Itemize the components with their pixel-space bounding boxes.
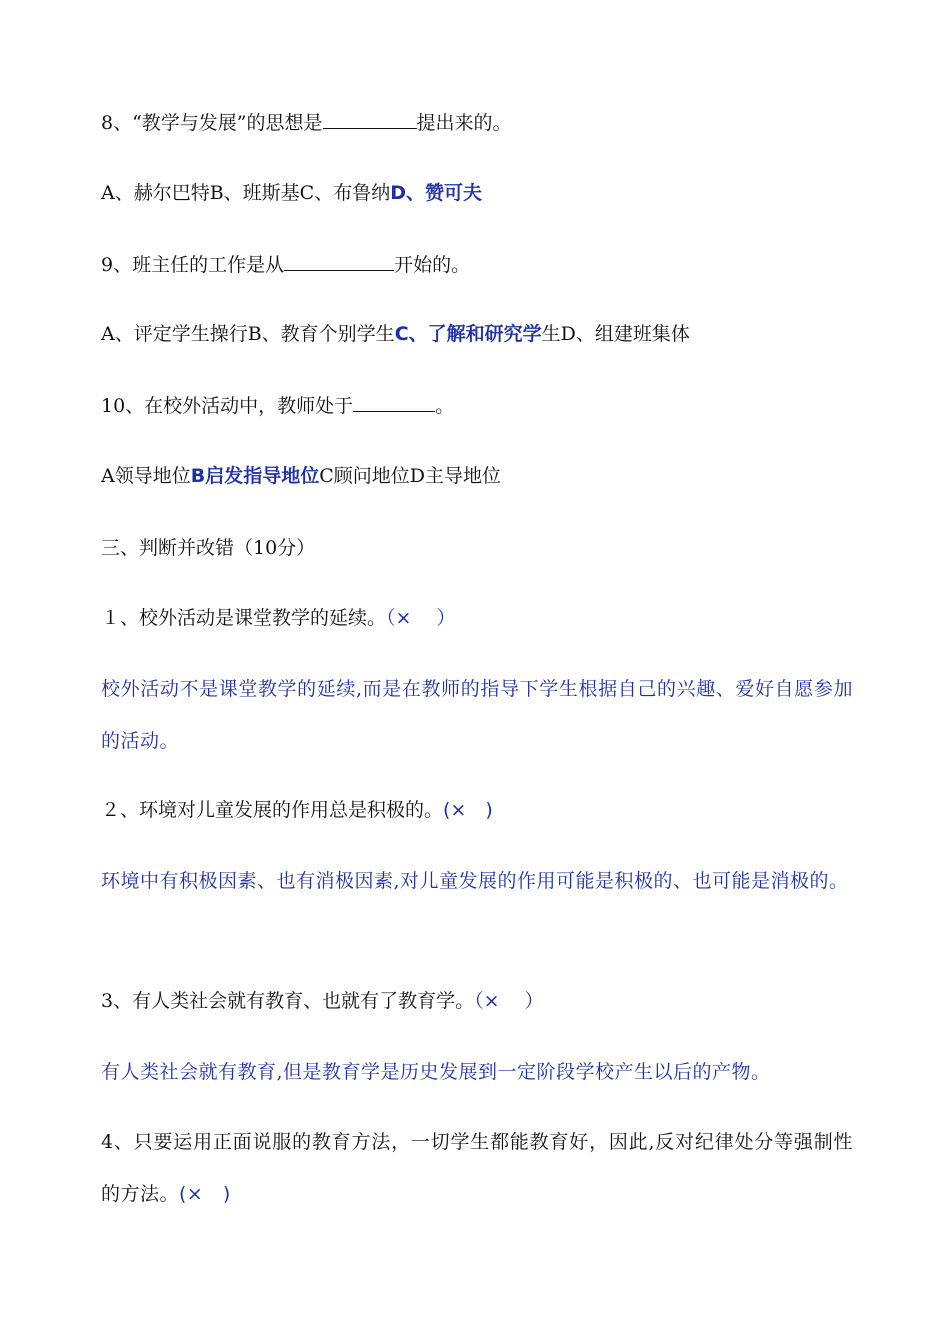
question-10-option-a: A领导地位 [101,465,191,487]
question-10-options [101,463,501,489]
judgement-item-3-statement: 3、有人类社会就有教育、也就有了教育学。 [101,990,475,1012]
question-9-stem-after: 开始的。 [394,254,471,276]
judgement-item-2-mark: (× ) [443,799,493,821]
judgement-item-3-correction: 有人类社会就有教育,但是教育学是历史发展到一定阶段学校产生以后的产物。 [101,1061,771,1083]
question-9-options-before: A、评定学生操行B、教育个别学生 [101,323,395,345]
judgement-item-1-correction: 校外活动不是课堂教学的延续,而是在教师的指导下学生根据自己的兴趣、爱好自愿参加的活动。 [101,678,853,752]
question-9-stem [101,252,470,278]
judgement-item-3-mark: （× ） [474,990,544,1012]
question-8-options-plain: A、赫尔巴特B、班斯基C、布鲁纳 [101,182,391,204]
question-8-stem [101,110,512,136]
question-9-options [101,321,690,347]
question-8-stem-after: 提出来的。 [416,112,512,134]
judgement-item-4-mark: (× ) [179,1183,231,1205]
judgement-item-1 [101,605,455,631]
question-10-options-after: C顾问地位D主导地位 [319,465,501,487]
question-10-stem-after: 。 [435,395,455,417]
judgement-item-3 [101,988,544,1014]
question-8-stem-before: 8、“教学与发展”的思想是 [101,112,323,134]
question-8-blank [323,110,417,129]
judgement-item-2-correction: 环境中有积极因素、也有消极因素,对儿童发展的作用可能是积极的、也可能是消极的。 [101,870,849,892]
judgement-item-4-statement: 4、只要运用正面说服的教育方法，一切学生都能教育好，因此,反对纪律处分等强制性的方法。 [101,1131,853,1205]
question-9-stem-before: 9、班主任的工作是从 [101,254,285,276]
judgement-item-4 [101,1116,853,1220]
judgement-item-2-statement: ２、环境对儿童发展的作用总是积极的。 [101,799,444,821]
judgement-item-1-statement: １、校外活动是课堂教学的延续。 [101,607,387,629]
judgement-item-2 [101,797,493,823]
judgement-item-1-mark: （× ） [386,607,456,629]
question-10-answer: B启发指导地位 [190,465,320,487]
question-10-stem [101,393,454,419]
question-8-answer: D、赞可夫 [390,182,483,204]
question-9-answer: C、了解和研究学 [394,323,542,345]
question-9-options-after: 生D、组建班集体 [541,323,690,345]
question-10-stem-before: 10、在校外活动中，教师处于 [101,395,354,417]
section-3-heading: 三、判断并改错（10分） [101,537,316,559]
question-10-blank [353,393,435,412]
question-8-options [101,180,482,206]
question-9-blank [284,252,394,271]
